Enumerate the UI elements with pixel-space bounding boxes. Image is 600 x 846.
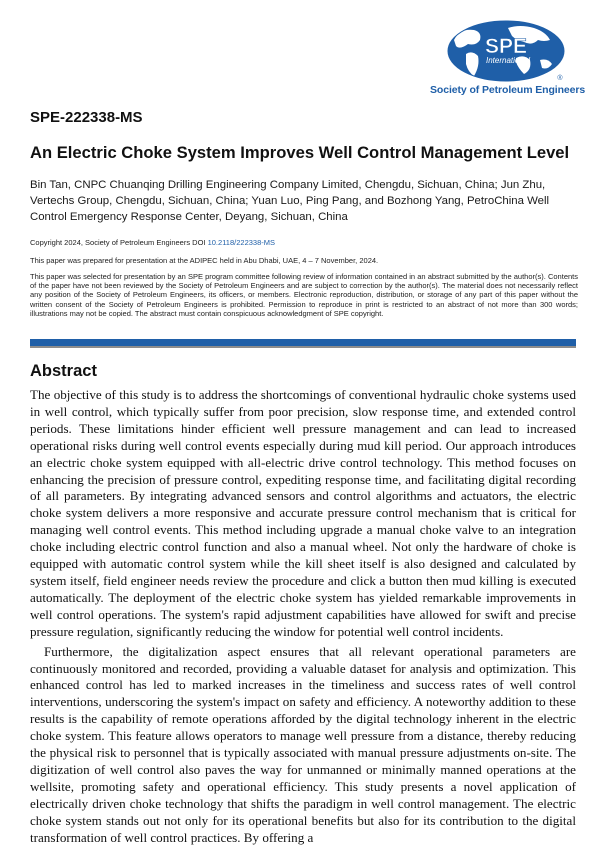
logo-org-name: Society of Petroleum Engineers — [430, 84, 586, 96]
abstract-heading: Abstract — [30, 362, 97, 380]
abstract-paragraph: The objective of this study is to address the shortcomings of conventional hydraulic choke systems used in well control, which typically suffer from poor precision, slow response time, and extended control periods. These limitations hinder efficient well pressure management and can lead to increased operational risks during well control events especially during mud kill period. Our approach introduces an electric choke system equipped with all-electric drive control technology. This method focuses on enhancing the precision of pressure control, expediting response time, and facilitating digital recording of all parameters. By integrating advanced sensors and control algorithms and actuators, the electric choke system delivers a more responsive and accurate pressure control mechanism that is critical for managing well control events. This method including upgrade a manual choke valve to an integration choke including electric control function and also a manual wheel. Not only the hardware of choke is equipped with automatic control system while the kill sheet itself is also designed and calculated by system itself, field engineer needs review the procedure and click a button then mud killing is executed automatically. The deployment of the electric choke system has yielded remarkable improvements in well control operations. The system's rapid adjustment capabilities have allowed for swift and precise pressure regulation, significantly reducing the window for potential well control incidents. — [30, 387, 576, 639]
paper-title: An Electric Choke System Improves Well Control Management Level — [30, 143, 570, 162]
presentation-note: This paper was prepared for presentation at the ADIPEC held in Abu Dhabi, UAE, 4 – 7 November, 2024. — [30, 256, 379, 265]
copyright-text: Copyright 2024, Society of Petroleum Engineers DOI — [30, 238, 208, 247]
paper-id: SPE-222338-MS — [30, 109, 143, 126]
logo-mark-subtext: International — [485, 56, 531, 65]
section-divider — [30, 339, 576, 348]
spe-logo — [430, 20, 586, 98]
copyright-line — [30, 238, 578, 247]
disclaimer-text: This paper was selected for presentation by an SPE program committee following review of information contained in an abstract submitted by the author(s). Contents of the paper have not been reviewed by the Society of Petroleum Engineers and are subject to correction by the author(s). The material does not necessarily reflect any position of the Society of Petroleum Engineers, its officers, or members. Electronic reproduction, distribution, or storage of any part of this paper without the written consent of the Society of Petroleum Engineers is prohibited. Permission to reproduce in print is restricted to an abstract of not more than 300 words; illustrations may not be copied. The abstract must contain conspicuous acknowledgment of SPE copyright. — [30, 272, 578, 318]
abstract-body — [30, 387, 576, 846]
spe-globe-icon — [446, 20, 566, 82]
abstract-paragraph: Furthermore, the digitalization aspect ensures that all relevant operational parameters are continuously monitored and recorded, providing a valuable dataset for analysis and optimization. This enhanced control has led to marked increases in the timeliness and success rates of well control interventions, underscoring the system's impact on safety and efficiency. A noteworthy addition to these results is the capability of remote operations afforded by the digital technology inherent in the electric choke system. This feature allows operators to manage well pressure from a distance, thereby reducing the physical risk to personnel that is typically associated with manual pressure adjustments on-site. The digitization of well control also paves the way for unmanned or minimally manned operations at the wellsite, promoting safety and operational efficiency. This study presents a novel application of electrically driven choke technology that shifts the paradigm in well control management. The electric choke system stands out not only for its operational benefits but also for its contribution to the digital transformation of well control practices. By offering a — [30, 643, 576, 845]
doi-link[interactable]: 10.2118/222338-MS — [207, 238, 276, 247]
registered-mark: ® — [557, 75, 563, 82]
author-list: Bin Tan, CNPC Chuanqing Drilling Engineering Company Limited, Chengdu, Sichuan, China; Jun Zhu, Vertechs Group, Chengdu, Sichuan, China; Yuan Luo, Ping Pang, and Bozhong Yang, PetroChina Well Control Emergency Response Center, Deyang, Sichuan, China — [30, 179, 550, 223]
logo-mark-text: SPE — [484, 35, 528, 58]
